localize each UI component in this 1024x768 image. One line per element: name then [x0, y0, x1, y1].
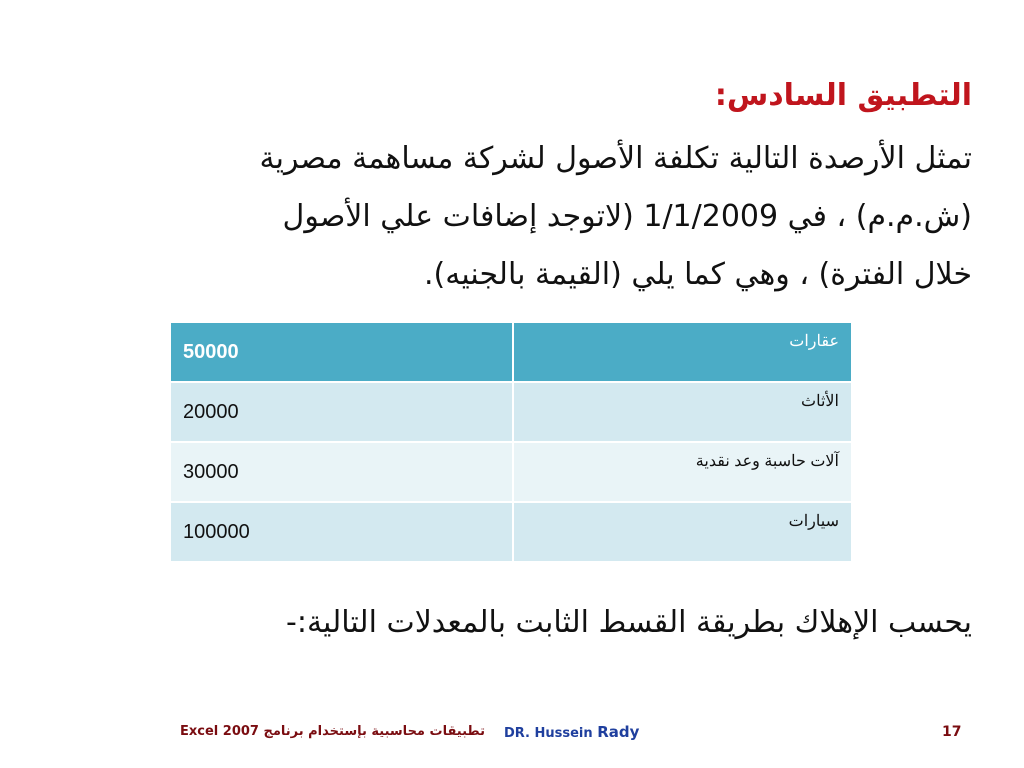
footer-course: تطبيقات محاسبية بإستخدام برنامج — [263, 724, 485, 739]
asset-name: آلات حاسبة وعد نقدية — [513, 442, 852, 502]
asset-value: 50000 — [171, 323, 513, 382]
table-row — [171, 442, 852, 502]
asset-name: عقارات — [513, 323, 852, 382]
intro-line-2: (ش.م.م) ، في 1/1/2009 (لاتوجد إضافات علي الأصول — [282, 199, 972, 234]
asset-value: 100000 — [171, 502, 513, 562]
page-number: 17 — [942, 724, 962, 740]
asset-name: الأثاث — [513, 382, 852, 442]
footer-author-first: DR. Hussein — [504, 726, 593, 741]
intro-paragraph — [120, 130, 972, 304]
footer-course-label — [180, 724, 485, 739]
depreciation-method-text: يحسب الإهلاك بطريقة القسط الثابت بالمعدلات التالية:- — [286, 605, 972, 640]
asset-value: 20000 — [171, 382, 513, 442]
table-row — [171, 323, 852, 382]
table-row — [171, 382, 852, 442]
footer-author-last: Rady — [597, 723, 640, 741]
footer-software: Excel 2007 — [180, 724, 259, 739]
footer-author — [504, 723, 639, 741]
asset-value: 30000 — [171, 442, 513, 502]
assets-table — [171, 323, 853, 563]
table-row — [171, 502, 852, 562]
intro-line-1: تمثل الأرصدة التالية تكلفة الأصول لشركة مساهمة مصرية — [259, 141, 972, 176]
intro-line-3: خلال الفترة) ، وهي كما يلي (القيمة بالجنيه). — [424, 257, 972, 292]
asset-name: سيارات — [513, 502, 852, 562]
slide-title: التطبيق السادس: — [714, 78, 972, 113]
